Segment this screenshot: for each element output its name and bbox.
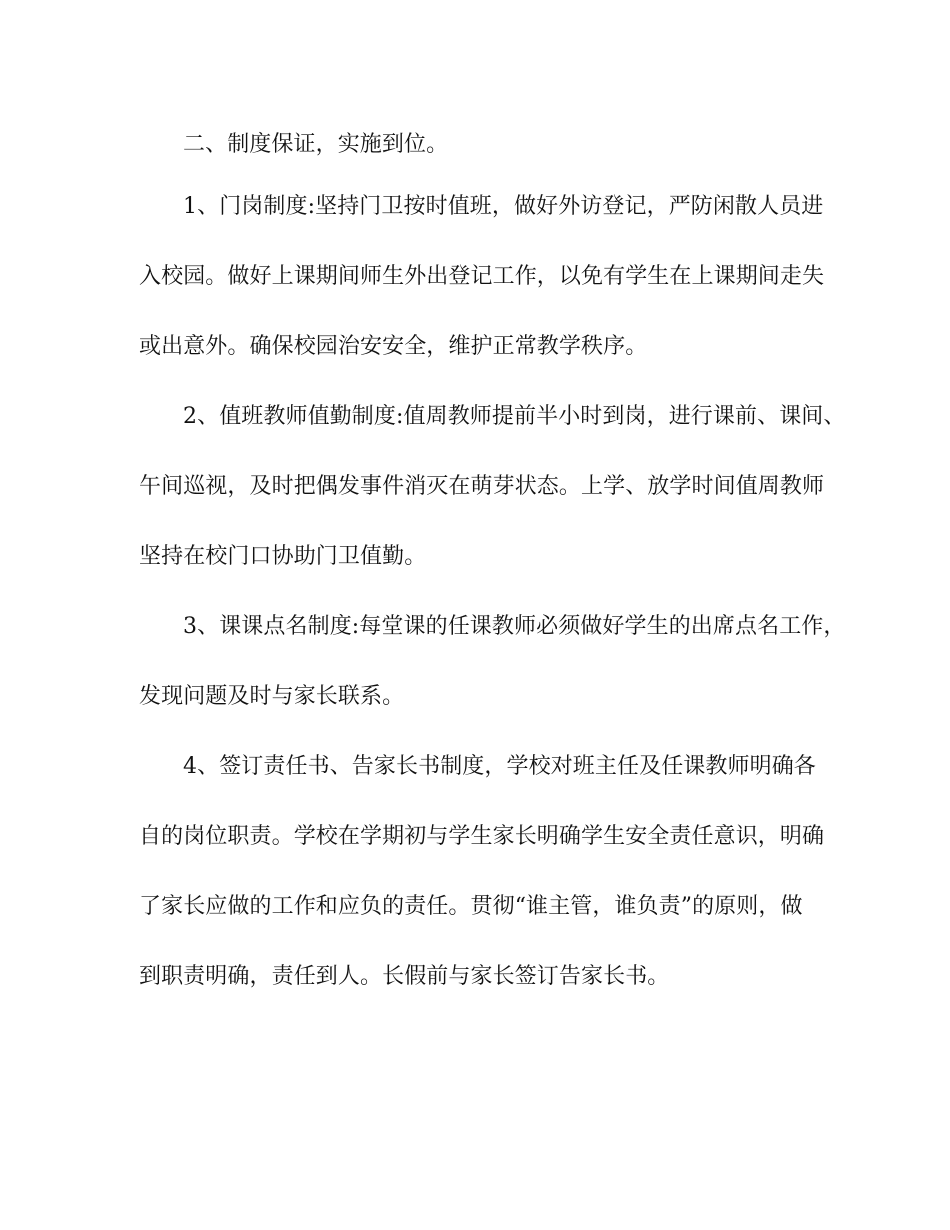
paragraph-4-line-1: 4、签订责任书、告家长书制度，学校对班主任及任课教师明确各: [183, 754, 816, 779]
paragraph-3-line-2: 发现问题及时与家长联系。: [139, 684, 405, 709]
paragraph-2-line-1: 2、值班教师值勤制度:值周教师提前半小时到岗，进行课前、课间、: [183, 404, 846, 429]
paragraph-4-line-4: 到职责明确，责任到人。长假前与家长签订告家长书。: [139, 964, 670, 989]
paragraph-1-line-3: 或出意外。确保校园治安安全，维护正常教学秩序。: [139, 334, 648, 359]
paragraph-4-line-2: 自的岗位职责。学校在学期初与学生家长明确学生安全责任意识，明确: [139, 824, 825, 849]
section-heading: 二、制度保证，实施到位。: [183, 132, 449, 157]
paragraph-3-line-1: 3、课课点名制度:每堂课的任课教师必须做好学生的出席点名工作，: [183, 614, 846, 639]
paragraph-1-line-1: 1、门岗制度:坚持门卫按时值班，做好外访登记，严防闲散人员进: [183, 194, 824, 219]
paragraph-4-line-3: 了家长应做的工作和应负的责任。贯彻“谁主管，谁负责”的原则，做: [139, 894, 803, 919]
paragraph-1-line-2: 入校园。做好上课期间师生外出登记工作，以免有学生在上课期间走失: [139, 264, 825, 289]
paragraph-2-line-2: 午间巡视，及时把偶发事件消灭在萌芽状态。上学、放学时间值周教师: [139, 474, 825, 499]
paragraph-2-line-3: 坚持在校门口协助门卫值勤。: [139, 544, 427, 569]
